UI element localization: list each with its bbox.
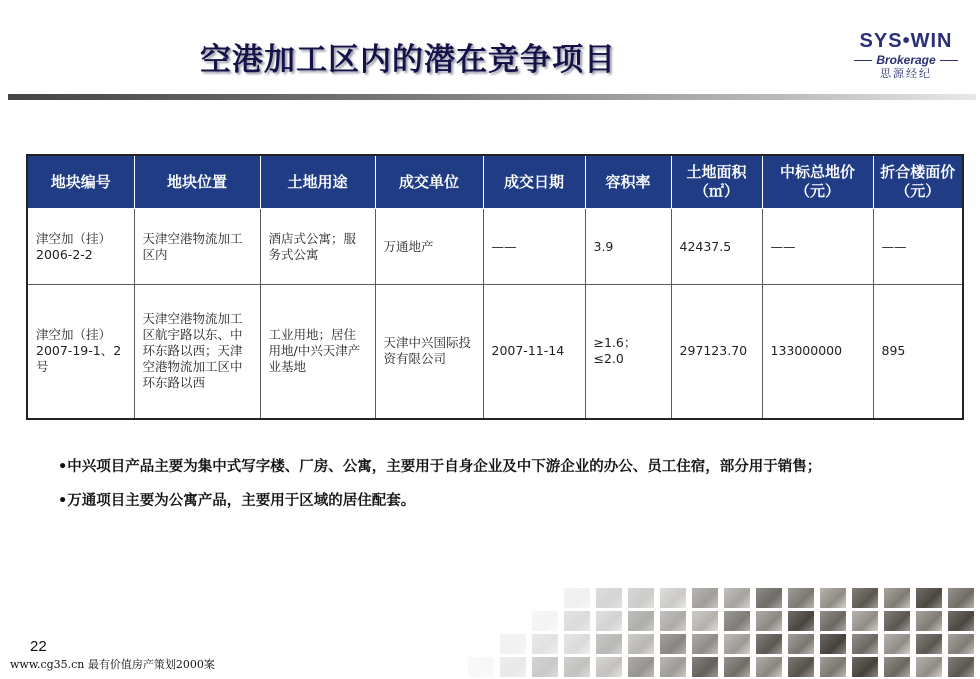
cell-total-price: 133000000 xyxy=(762,285,873,419)
header-divider xyxy=(8,94,976,100)
logo-chinese-name: 思源经纪 xyxy=(880,67,932,80)
cell-deal-date: —— xyxy=(483,209,585,285)
mosaic-tile xyxy=(564,657,590,677)
col-header-deal-date: 成交日期 xyxy=(483,155,585,209)
logo-wordmark: SYS•WIN xyxy=(859,30,953,52)
mosaic-tile xyxy=(948,634,974,654)
mosaic-tile xyxy=(948,588,974,608)
mosaic-tile xyxy=(596,657,622,677)
mosaic-tile xyxy=(596,634,622,654)
cell-land-use: 工业用地；居住用地/中兴天津产业基地 xyxy=(260,285,375,419)
mosaic-tile xyxy=(500,657,526,677)
cell-total-price: —— xyxy=(762,209,873,285)
mosaic-tile xyxy=(852,588,878,608)
col-header-floor-price: 折合楼面价（元） xyxy=(873,155,963,209)
mosaic-tile xyxy=(788,634,814,654)
page-title: 空港加工区内的潜在竞争项目 xyxy=(200,42,616,78)
mosaic-tile xyxy=(916,634,942,654)
mosaic-tile xyxy=(788,657,814,677)
mosaic-tile xyxy=(948,611,974,631)
mosaic-tile xyxy=(564,588,590,608)
col-header-plot-ratio: 容积率 xyxy=(585,155,671,209)
mosaic-tile xyxy=(788,588,814,608)
logo-line-left xyxy=(854,60,872,61)
col-header-buyer: 成交单位 xyxy=(375,155,483,209)
cell-location: 天津空港物流加工区内 xyxy=(134,209,260,285)
mosaic-tile xyxy=(852,634,878,654)
mosaic-tile xyxy=(724,588,750,608)
mosaic-tile xyxy=(468,657,494,677)
col-header-parcel-id: 地块编号 xyxy=(27,155,134,209)
decorative-photo-mosaic xyxy=(430,588,980,679)
mosaic-tile xyxy=(532,611,558,631)
logo-line-right xyxy=(940,60,958,61)
mosaic-tile xyxy=(692,588,718,608)
mosaic-tile xyxy=(532,657,558,677)
mosaic-tile xyxy=(628,634,654,654)
cell-parcel-id: 津空加（挂）2007-19-1、2号 xyxy=(27,285,134,419)
mosaic-tile xyxy=(692,657,718,677)
mosaic-tile xyxy=(628,588,654,608)
mosaic-tile xyxy=(660,657,686,677)
cell-plot-ratio: 3.9 xyxy=(585,209,671,285)
mosaic-tile xyxy=(948,657,974,677)
cell-floor-price: 895 xyxy=(873,285,963,419)
mosaic-tile xyxy=(500,634,526,654)
mosaic-tile xyxy=(564,634,590,654)
mosaic-tile xyxy=(852,657,878,677)
mosaic-tile xyxy=(596,611,622,631)
mosaic-tile xyxy=(756,588,782,608)
mosaic-tile xyxy=(820,634,846,654)
mosaic-tile xyxy=(724,657,750,677)
mosaic-tile xyxy=(820,588,846,608)
cell-land-area: 42437.5 xyxy=(671,209,762,285)
table-row xyxy=(27,285,963,419)
mosaic-tile xyxy=(884,588,910,608)
company-logo xyxy=(836,30,976,86)
cell-location: 天津空港物流加工区航宇路以东、中环东路以西；天津空港物流加工区中环东路以西 xyxy=(134,285,260,419)
cell-land-use: 酒店式公寓；服务式公寓 xyxy=(260,209,375,285)
cell-deal-date: 2007-11-14 xyxy=(483,285,585,419)
mosaic-tile xyxy=(660,611,686,631)
mosaic-tile xyxy=(788,611,814,631)
mosaic-tile xyxy=(660,588,686,608)
col-header-land-area: 土地面积（㎡） xyxy=(671,155,762,209)
mosaic-tile xyxy=(884,634,910,654)
cell-parcel-id: 津空加（挂）2006-2-2 xyxy=(27,209,134,285)
land-parcel-table xyxy=(26,154,964,420)
footer-source: www.cg35.cn 最有价值房产策划2000案 xyxy=(10,658,215,671)
mosaic-tile xyxy=(564,611,590,631)
mosaic-tile xyxy=(692,634,718,654)
mosaic-tile xyxy=(628,611,654,631)
cell-land-area: 297123.70 xyxy=(671,285,762,419)
mosaic-tile xyxy=(916,611,942,631)
mosaic-tile xyxy=(916,588,942,608)
mosaic-tile xyxy=(532,634,558,654)
cell-buyer: 万通地产 xyxy=(375,209,483,285)
mosaic-tile xyxy=(724,634,750,654)
table-row xyxy=(27,209,963,285)
note-item: •中兴项目产品主要为集中式写字楼、厂房、公寓，主要用于自身企业及中下游企业的办公、员工住宿，部分用于销售； xyxy=(58,459,822,475)
notes-section xyxy=(58,452,958,520)
mosaic-tile xyxy=(596,588,622,608)
mosaic-tile xyxy=(820,657,846,677)
mosaic-tile xyxy=(756,634,782,654)
mosaic-tile xyxy=(628,657,654,677)
logo-sub-row xyxy=(836,53,976,67)
mosaic-tile xyxy=(852,611,878,631)
mosaic-tile xyxy=(660,634,686,654)
col-header-location: 地块位置 xyxy=(134,155,260,209)
mosaic-tile xyxy=(724,611,750,631)
mosaic-tile xyxy=(884,657,910,677)
mosaic-tile xyxy=(756,611,782,631)
mosaic-tile xyxy=(916,657,942,677)
cell-buyer: 天津中兴国际投资有限公司 xyxy=(375,285,483,419)
mosaic-tile xyxy=(756,657,782,677)
col-header-total-price: 中标总地价（元） xyxy=(762,155,873,209)
page-number: 22 xyxy=(30,638,47,655)
mosaic-tile xyxy=(692,611,718,631)
col-header-land-use: 土地用途 xyxy=(260,155,375,209)
note-item: •万通项目主要为公寓产品，主要用于区域的居住配套。 xyxy=(58,493,416,509)
cell-plot-ratio: ≥1.6；≤2.0 xyxy=(585,285,671,419)
table-header-row xyxy=(27,155,963,209)
cell-floor-price: —— xyxy=(873,209,963,285)
mosaic-tile xyxy=(884,611,910,631)
logo-subtitle: Brokerage xyxy=(876,53,936,67)
mosaic-tile xyxy=(820,611,846,631)
